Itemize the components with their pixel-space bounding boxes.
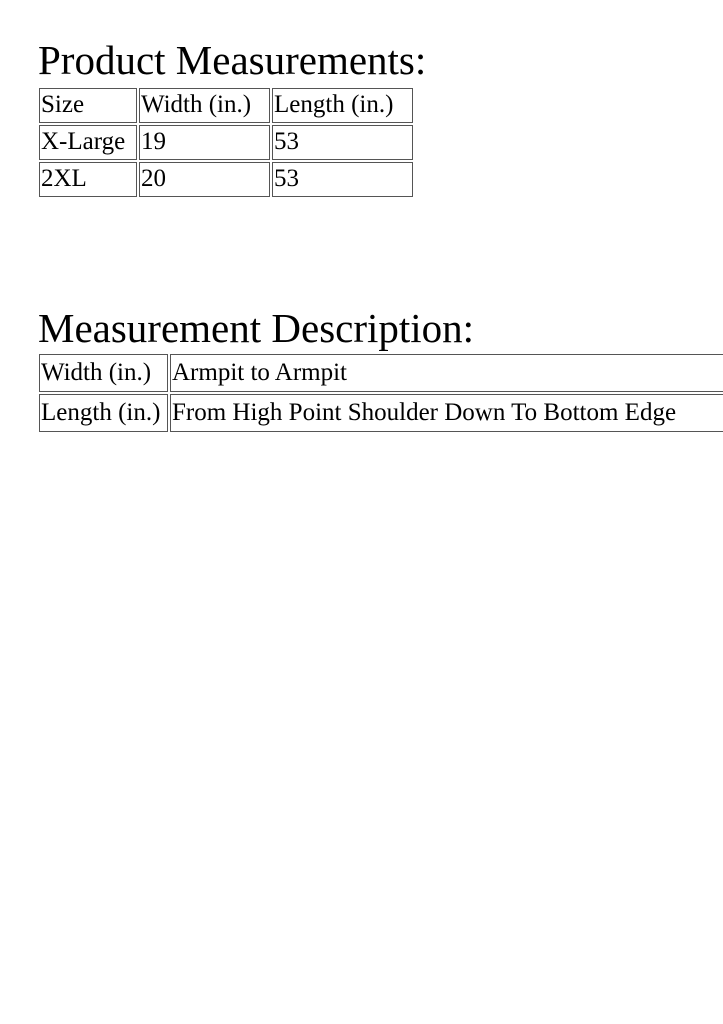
measurement-description-heading: Measurement Description: xyxy=(38,305,475,351)
measurement-description-table xyxy=(37,352,723,434)
description-term: Width (in.) xyxy=(39,354,168,392)
header-size: Size xyxy=(39,88,137,123)
description-table-container xyxy=(37,352,723,434)
table-header-row xyxy=(39,88,413,123)
description-term: Length (in.) xyxy=(39,394,168,432)
table-row xyxy=(39,162,413,197)
cell-length: 53 xyxy=(272,125,413,160)
cell-length: 53 xyxy=(272,162,413,197)
cell-width: 19 xyxy=(139,125,270,160)
description-definition: From High Point Shoulder Down To Bottom Edge xyxy=(170,394,723,432)
product-measurements-heading: Product Measurements: xyxy=(38,37,427,83)
header-length: Length (in.) xyxy=(272,88,413,123)
table-row xyxy=(39,125,413,160)
cell-size: X-Large xyxy=(39,125,137,160)
cell-width: 20 xyxy=(139,162,270,197)
header-width: Width (in.) xyxy=(139,88,270,123)
table-row xyxy=(39,394,723,432)
size-chart-table xyxy=(37,86,415,199)
description-definition: Armpit to Armpit xyxy=(170,354,723,392)
table-row xyxy=(39,354,723,392)
cell-size: 2XL xyxy=(39,162,137,197)
